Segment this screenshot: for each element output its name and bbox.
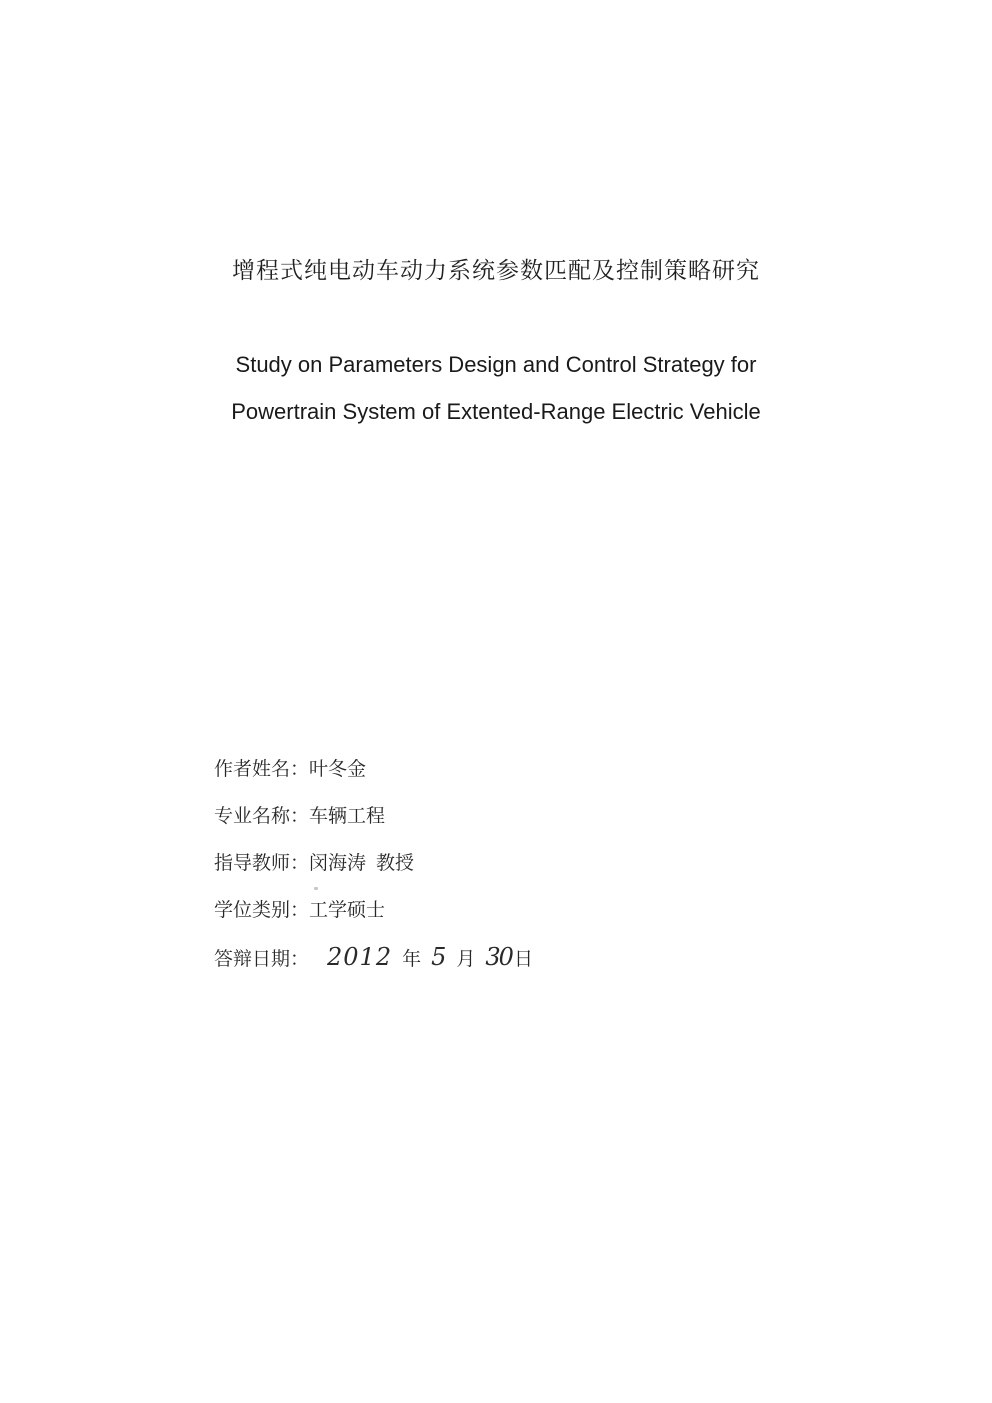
- advisor-title: 教授: [376, 852, 415, 874]
- author-value: 叶冬金: [309, 758, 367, 780]
- advisor-label: 指导教师：: [214, 852, 310, 874]
- day-unit: 日: [513, 948, 533, 970]
- advisor-row: [214, 849, 533, 896]
- defense-date-label: 答辩日期：: [214, 948, 310, 970]
- defense-day: 30: [485, 943, 512, 971]
- degree-label: 学位类别：: [214, 899, 310, 921]
- thesis-info-block: [214, 755, 533, 990]
- major-label: 专业名称：: [214, 805, 310, 827]
- degree-row: [214, 896, 533, 943]
- year-unit: 年: [402, 948, 422, 970]
- thesis-title-english-line-2: Powertrain System of Extented-Range Electric Vehicle: [231, 399, 761, 424]
- thesis-title-chinese: 增程式纯电动车动力系统参数匹配及控制策略研究: [232, 258, 760, 284]
- thesis-title-english-line-1: Study on Parameters Design and Control Strategy for: [235, 352, 757, 377]
- month-unit: 月: [456, 948, 476, 970]
- major-row: [214, 802, 533, 849]
- author-label: 作者姓名：: [214, 758, 310, 780]
- degree-value: 工学硕士: [309, 899, 386, 921]
- defense-year: 2012: [327, 943, 393, 971]
- author-row: [214, 755, 533, 802]
- defense-month: 5: [431, 943, 447, 971]
- advisor-name: 闵海涛: [309, 852, 367, 874]
- defense-date-row: [214, 943, 533, 990]
- major-value: 车辆工程: [309, 805, 386, 827]
